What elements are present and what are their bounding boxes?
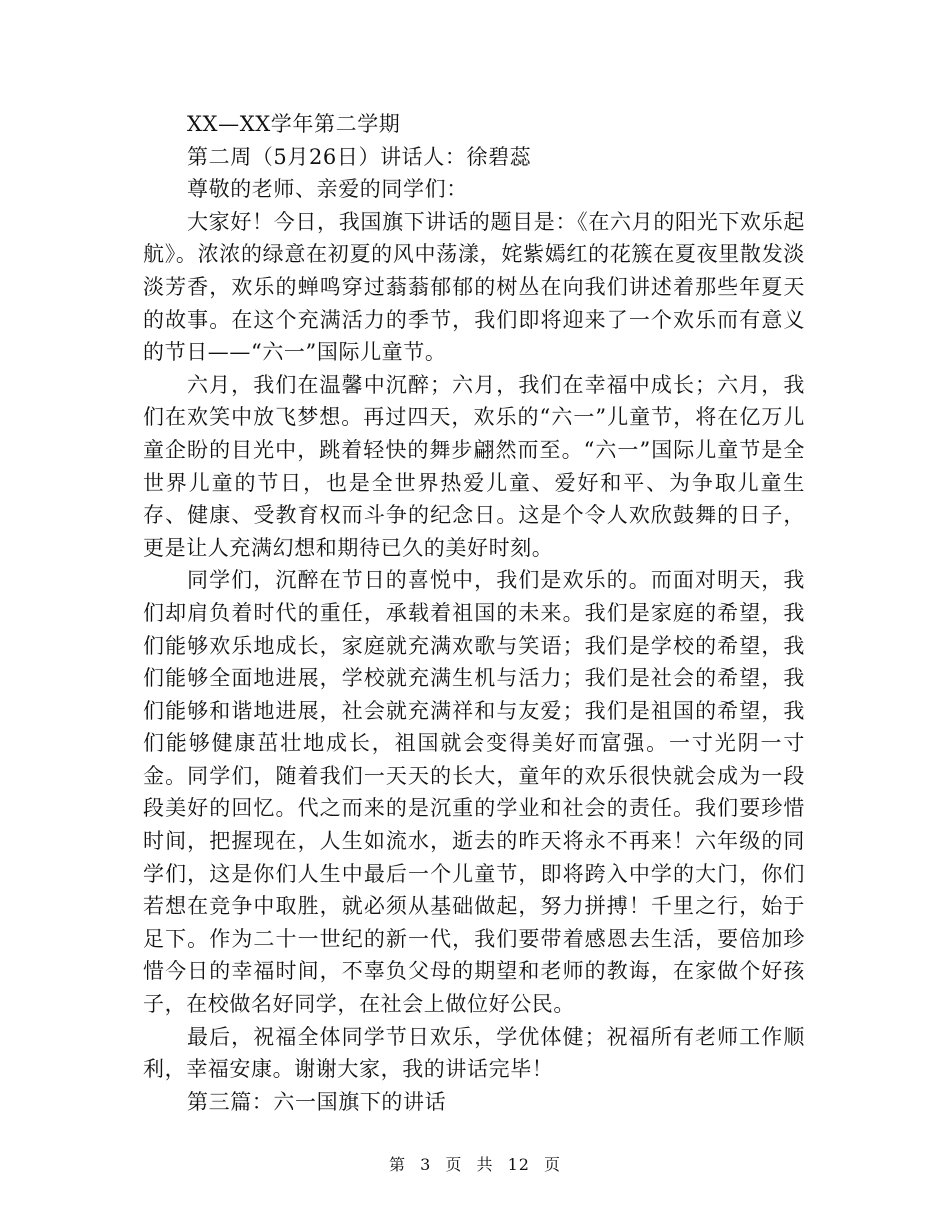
page-number: 3 <box>420 1155 432 1174</box>
salutation: 尊敬的老师、亲爱的同学们： <box>187 177 468 202</box>
body-paragraph: 同学们，沉醉在节日的喜悦中，我们是欢乐的。而面对明天，我们却肩负着时代的重任，承载着祖国的未来。我们是家庭的希望，我们能够欢乐地成长，家庭就充满欢歌与笑语；我们是学校的希望，我们能够全面地进展，学校就充满生机与活力；我们是社会的希望，我们能够和谐地进展，社会就充满祥和与友爱；我们是祖国的希望，我们能够健康茁壮地成长，祖国就会变得美好而富强。一寸光阴一寸金。同学们，随着我们一天天的长大，童年的欢乐很快就会成为一段段美好的回忆。代之而来的是沉重的学业和社会的责任。我们要珍惜时间，把握现在，人生如流水，逝去的昨天将永不再来！六年级的同学们，这是你们人生中最后一个儿童节，即将跨入中学的大门，你们若想在竞争中取胜，就必须从基础做起，努力拼搏！千里之行，始于足下。作为二十一世纪的新一代，我们要带着感恩去生活，要倍加珍惜今日的幸福时间，不辜负父母的期望和老师的教诲，在家做个好孩子，在校做名好同学，在社会上做位好公民。 <box>143 568 805 1017</box>
total-unit: 页 <box>544 1155 562 1174</box>
closing-paragraph: 最后，祝福全体同学节日欢乐，学优体健；祝福所有老师工作顺利，幸福安康。谢谢大家，我的讲话完毕！ <box>143 1024 805 1082</box>
total-label: 共 <box>476 1155 494 1174</box>
body-paragraph: 大家好！今日，我国旗下讲话的题目是：《在六月的阳光下欢乐起航》。浓浓的绿意在初夏的风中荡漾，姹紫嫣红的花簇在夏夜里散发淡淡芳香，欢乐的蝉鸣穿过蓊蓊郁郁的树丛在向我们讲述着那些年夏天的故事。在这个充满活力的季节，我们即将迎来了一个欢乐而有意义的节日——“六一”国际儿童节。 <box>143 209 805 365</box>
page-unit: 页 <box>445 1155 463 1174</box>
document-body <box>143 108 805 1118</box>
total-pages: 12 <box>507 1155 530 1174</box>
page-label: 第 <box>388 1155 406 1174</box>
speaker-line: 第二周（5月26日）讲话人：徐碧蕊 <box>187 144 532 169</box>
page-footer <box>0 1152 950 1175</box>
section-heading: 第三篇：六一国旗下的讲话 <box>187 1089 447 1114</box>
body-paragraph: 六月，我们在温馨中沉醉；六月，我们在幸福中成长；六月，我们在欢笑中放飞梦想。再过四天，欢乐的“六一”儿童节，将在亿万儿童企盼的目光中，跳着轻快的舞步翩然而至。“六一”国际儿童节是全世界儿童的节日，也是全世界热爱儿童、爱好和平、为争取儿童生存、健康、受教育权而斗争的纪念日。这是个令人欢欣鼓舞的日子，更是让人充满幻想和期待已久的美好时刻。 <box>143 372 805 560</box>
term-heading: XX—XX学年第二学期 <box>187 112 401 136</box>
